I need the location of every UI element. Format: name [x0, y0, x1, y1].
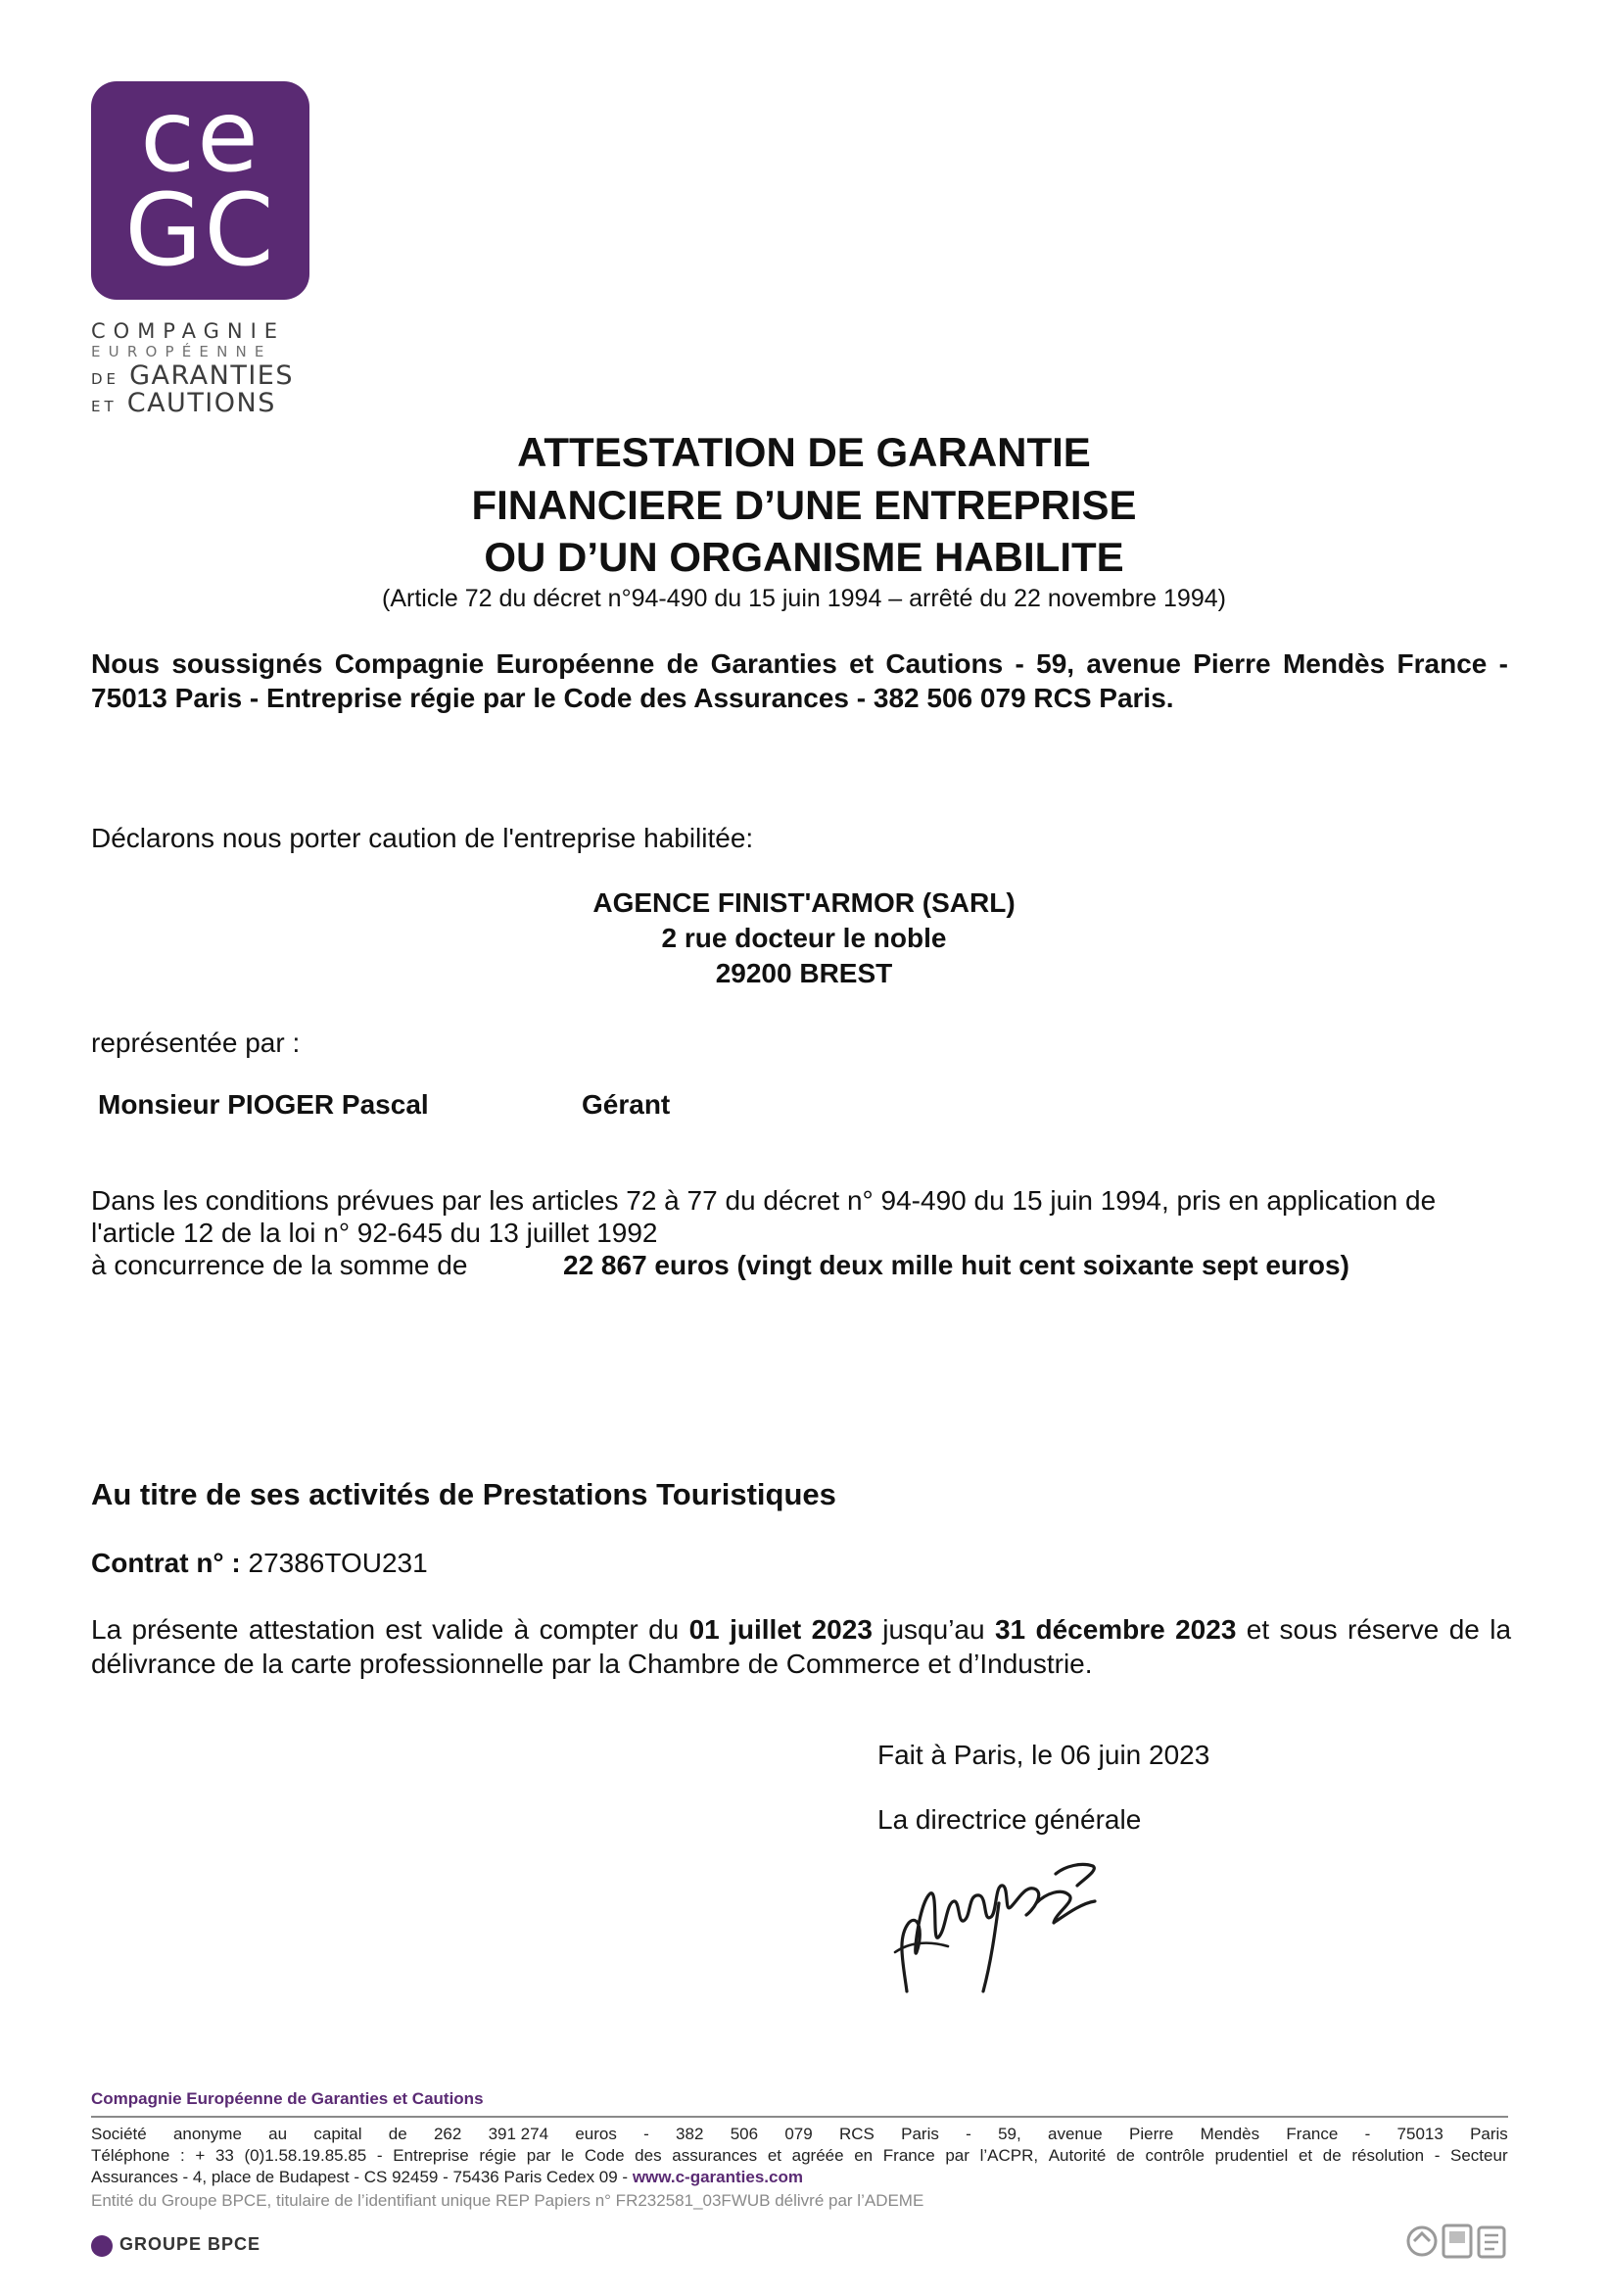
footer-word: Téléphone [91, 2146, 170, 2165]
logo-text-europeenne: EUROPÉENNE [91, 343, 272, 360]
footer-word: 75013 [1396, 2125, 1443, 2143]
company-street: 2 rue docteur le noble [661, 923, 947, 953]
footer-word: de [388, 2125, 407, 2143]
footer-group-note: Entité du Groupe BPCE, titulaire de l’identifiant unique REP Papiers n° FR232581_03FWUB délivré par l’ADEME [91, 2191, 924, 2210]
footer-word: de [1115, 2146, 1135, 2165]
logo-text-garanties: DE GARANTIES [91, 360, 295, 391]
footer-word: - [376, 2146, 383, 2165]
footer-word: (0)1.58.19.85.85 [244, 2146, 367, 2165]
footer-word: au [268, 2125, 288, 2143]
footer-word: 382 [676, 2125, 704, 2143]
activity-heading: Au titre de ses activités de Prestations Touristiques [91, 1477, 836, 1511]
footer-word: par [526, 2146, 551, 2165]
footer-word: 506 [730, 2125, 759, 2143]
place-date: Fait à Paris, le 06 juin 2023 [877, 1740, 1210, 1770]
recycling-icon [1402, 2220, 1510, 2263]
footer-word: résolution [1351, 2146, 1425, 2165]
footer-legal-line-3: Assurances - 4, place de Budapest - CS 92459 - 75436 Paris Cedex 09 - www.c-garanties.com [91, 2168, 803, 2186]
footer-legal [91, 2124, 1508, 2188]
intro-paragraph: Nous soussignés Compagnie Européenne de Garanties et Cautions - 59, avenue Pierre Mendès France - 75013 Paris - Entreprise régie par le Code des Assurances - 382 506 079 RCS Paris. [91, 648, 1508, 713]
footer-word: de [1322, 2146, 1342, 2165]
footer-word: par [945, 2146, 970, 2165]
footer-word: agréée [791, 2146, 844, 2165]
amount-value: 22 867 euros (vingt deux mille huit cent soixante sept euros) [563, 1250, 1349, 1280]
footer-legal-line-1 [91, 2124, 1508, 2145]
footer-word: prudentiel [1214, 2146, 1289, 2165]
footer-word: Société [91, 2125, 147, 2143]
title-line-3: OU D’UN ORGANISME HABILITE [484, 534, 1124, 580]
conditions-line-1: Dans les conditions prévues par les articles 72 à 77 du décret n° 94-490 du 15 juin 1994, pris en application de [91, 1185, 1437, 1216]
footer-word: Secteur [1450, 2146, 1508, 2165]
contract-number: 27386TOU231 [248, 1548, 428, 1578]
representative-name: Monsieur PIOGER Pascal [98, 1089, 429, 1120]
footer-word: l’ACPR, [979, 2146, 1039, 2165]
represented-by-label: représentée par : [91, 1028, 301, 1058]
footer-word: Pierre [1129, 2125, 1174, 2143]
contract-line [91, 1548, 428, 1579]
footer-company: Compagnie Européenne de Garanties et Cautions [91, 2089, 484, 2108]
logo-line-1: ce [140, 78, 260, 195]
footer-word: et [767, 2146, 781, 2165]
footer-word: contrôle [1145, 2146, 1205, 2165]
validity-end: 31 décembre 2023 [994, 1614, 1237, 1645]
footer-word: régie [479, 2146, 517, 2165]
conditions-line-2: l'article 12 de la loi n° 92-645 du 13 juillet 1992 [91, 1218, 658, 1248]
representative-role: Gérant [582, 1089, 671, 1120]
logo-text-compagnie: COMPAGNIE [91, 319, 286, 343]
footer-divider [91, 2116, 1508, 2118]
footer-word: et [1298, 2146, 1313, 2165]
footer-word: : [179, 2146, 185, 2165]
company-name: AGENCE FINIST'ARMOR (SARL) [592, 887, 1016, 918]
footer-word: en [854, 2146, 874, 2165]
title-line-2: FINANCIERE D’UNE ENTREPRISE [471, 482, 1137, 528]
footer-word: Code [584, 2146, 625, 2165]
title-subtitle: (Article 72 du décret n°94-490 du 15 juin 1994 – arrêté du 22 novembre 1994) [382, 585, 1226, 612]
footer-word: Autorité [1048, 2146, 1107, 2165]
footer-word: euros [575, 2125, 617, 2143]
footer-word: des [635, 2146, 662, 2165]
footer-word: Mendès [1200, 2125, 1260, 2143]
declaration-text: Déclarons nous porter caution de l'entreprise habilitée: [91, 823, 754, 853]
footer-word: Paris [901, 2125, 939, 2143]
footer-word: Paris [1470, 2125, 1508, 2143]
footer-word: le [561, 2146, 575, 2165]
footer-word: - [1364, 2125, 1371, 2143]
company-city: 29200 BREST [715, 958, 893, 988]
amount-label: à concurrence de la somme de [91, 1250, 468, 1280]
logo-line-2: GC [124, 172, 276, 289]
footer-word: 33 [214, 2146, 234, 2165]
bpce-logo-icon [91, 2235, 113, 2257]
bpce-label: GROUPE BPCE [119, 2234, 261, 2254]
footer-word: 59, [998, 2125, 1021, 2143]
signatory-title: La directrice générale [877, 1804, 1142, 1835]
footer-word: 079 [784, 2125, 813, 2143]
handwritten-signature [889, 1844, 1114, 2001]
footer-word: 262 [433, 2125, 462, 2143]
cegc-logo [91, 78, 309, 300]
footer-word: France [1286, 2125, 1339, 2143]
validity-paragraph: La présente attestation est valide à compter du 01 juillet 2023 jusqu’au 31 décembre 2023 et sous réserve de la délivrance de la carte professionnelle par la Chambre de Commerce et d’Industrie. [91, 1614, 1512, 1679]
footer-word: - [1434, 2146, 1441, 2165]
footer-word: assurances [672, 2146, 758, 2165]
footer-word: Entreprise [393, 2146, 469, 2165]
contract-label: Contrat n° : [91, 1548, 241, 1578]
footer-word: anonyme [172, 2125, 242, 2143]
footer-word: RCS [838, 2125, 875, 2143]
footer-word: + [195, 2146, 206, 2165]
footer-word: France [882, 2146, 935, 2165]
title-line-1: ATTESTATION DE GARANTIE [517, 429, 1091, 475]
footer-website-link[interactable]: www.c-garanties.com [632, 2168, 803, 2186]
footer-word: 391 274 [488, 2125, 549, 2143]
footer-word: avenue [1047, 2125, 1103, 2143]
footer-word: - [966, 2125, 971, 2143]
validity-start: 01 juillet 2023 [688, 1614, 873, 1645]
footer-word: - [643, 2125, 649, 2143]
footer-word: capital [313, 2125, 362, 2143]
footer-legal-line-2 [91, 2145, 1508, 2167]
logo-text-cautions: ET CAUTIONS [91, 388, 276, 418]
